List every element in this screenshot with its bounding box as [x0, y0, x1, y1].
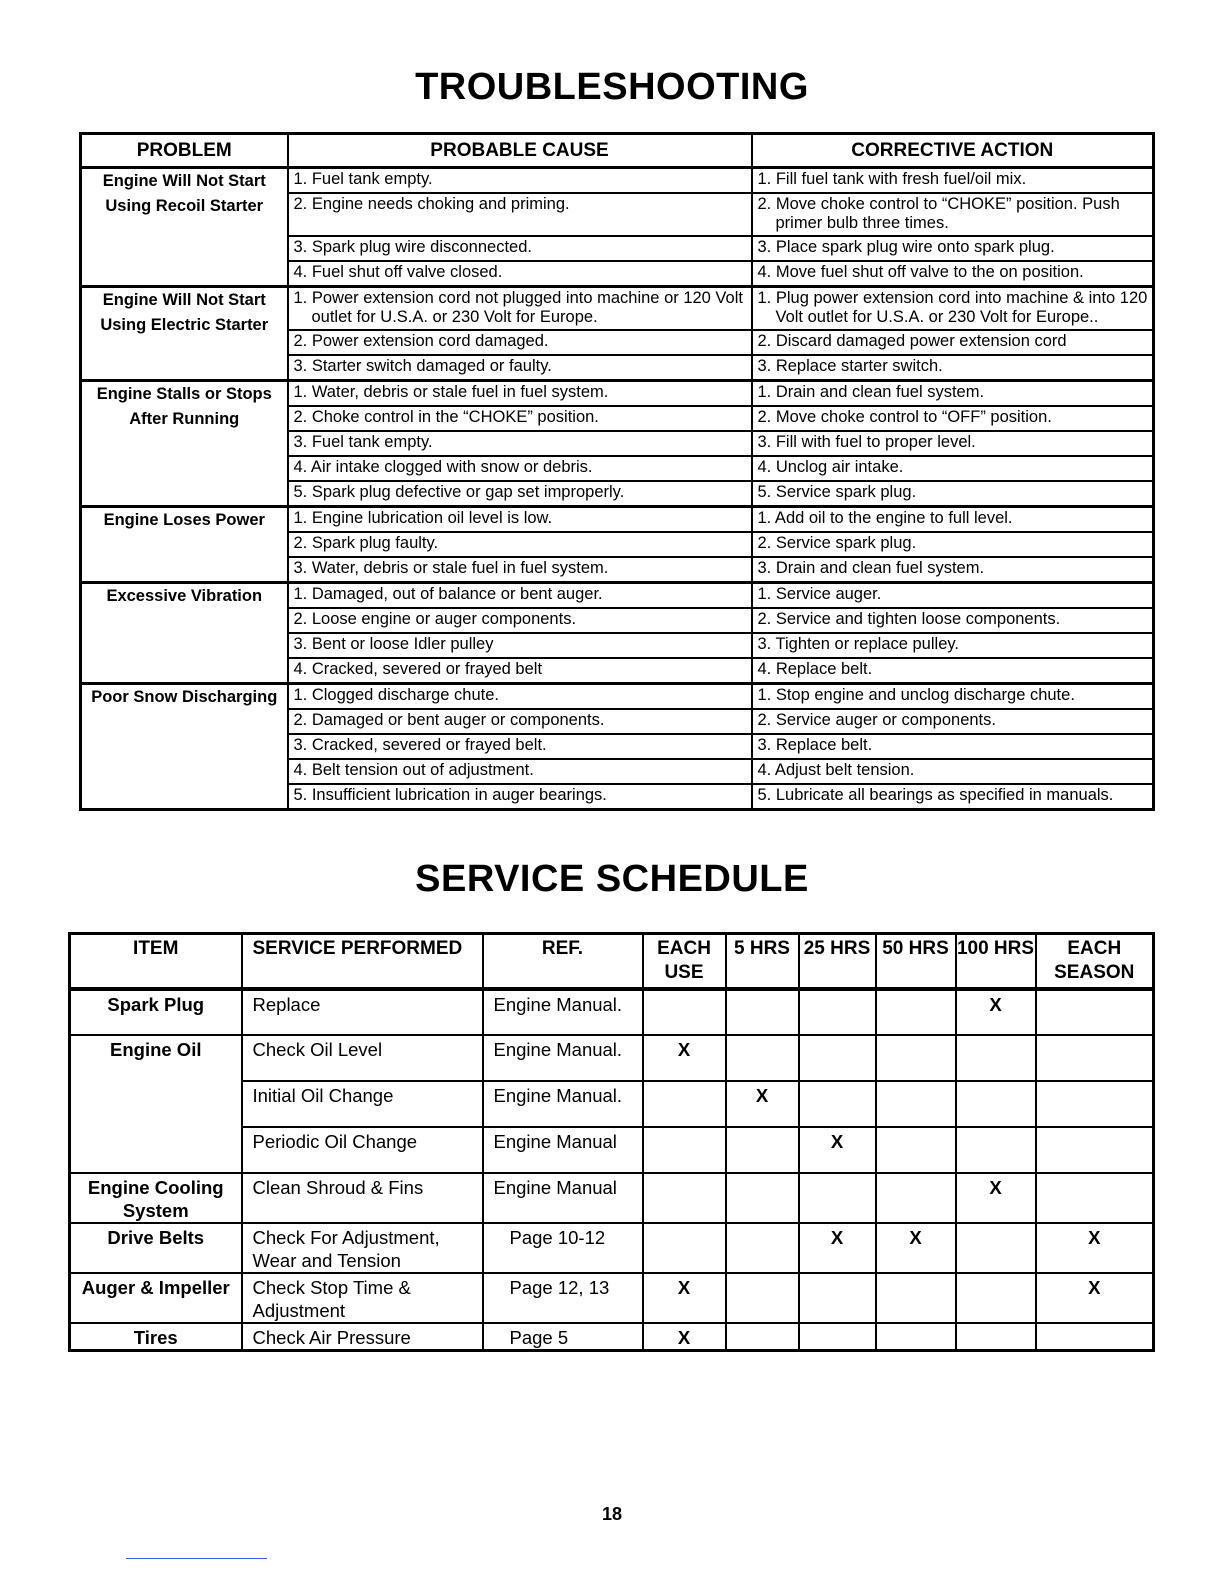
- interval-mark: [726, 1173, 799, 1223]
- cause-cell: [288, 784, 752, 810]
- cause-text: 2. Engine needs choking and priming.: [293, 195, 570, 213]
- interval-mark: [876, 989, 956, 1035]
- interval-mark: [1036, 1173, 1154, 1223]
- cause-cell: [288, 608, 752, 633]
- cause-text: 1. Water, debris or stale fuel in fuel system.: [293, 383, 609, 401]
- cause-cell: [288, 709, 752, 734]
- interval-mark: [956, 1035, 1036, 1081]
- interval-mark: X: [643, 1035, 726, 1081]
- interval-mark: X: [643, 1323, 726, 1351]
- interval-mark: [956, 1273, 1036, 1323]
- interval-mark: X: [643, 1273, 726, 1323]
- interval-mark: [643, 1173, 726, 1223]
- item-cell: [70, 1127, 242, 1173]
- column-header: 50 HRS: [876, 934, 956, 990]
- page-number: 18: [601, 1504, 623, 1524]
- action-text: 1. Add oil to the engine to full level.: [757, 509, 1013, 527]
- service-cell: Initial Oil Change: [242, 1081, 483, 1127]
- table-row: [81, 287, 1154, 331]
- interval-mark: [726, 1323, 799, 1351]
- table-row: [70, 989, 1154, 1035]
- action-text: 1. Fill fuel tank with fresh fuel/oil mix.: [757, 170, 1027, 188]
- cause-text: 2. Choke control in the “CHOKE” position.: [293, 408, 599, 426]
- interval-mark: [956, 1081, 1036, 1127]
- cause-text: 1. Power extension cord not plugged into machine or 120 Volt outlet for U.S.A. or 230 Volt for Europe.: [293, 289, 743, 326]
- action-cell: [752, 658, 1154, 684]
- action-text: 3. Place spark plug wire onto spark plug.: [757, 238, 1055, 256]
- action-text: 3. Fill with fuel to proper level.: [757, 433, 976, 451]
- interval-mark: [876, 1323, 956, 1351]
- cause-text: 2. Loose engine or auger components.: [293, 610, 577, 628]
- action-text: 2. Discard damaged power extension cord: [757, 332, 1067, 350]
- action-text: 1. Plug power extension cord into machine & into 120 Volt outlet for U.S.A. or 230 Volt for Europe..: [757, 289, 1148, 326]
- cause-cell: [288, 330, 752, 355]
- table-row: [70, 1323, 1154, 1351]
- interval-mark: [643, 1223, 726, 1273]
- interval-mark: [1036, 989, 1154, 1035]
- action-text: 3. Tighten or replace pulley.: [757, 635, 959, 653]
- cause-cell: [288, 684, 752, 710]
- interval-mark: [1036, 1127, 1154, 1173]
- ref-cell: Engine Manual: [483, 1127, 643, 1173]
- action-cell: [752, 355, 1154, 381]
- ref-cell: Engine Manual.: [483, 1035, 643, 1081]
- service-cell: Check Oil Level: [242, 1035, 483, 1081]
- interval-mark: [799, 1081, 876, 1127]
- interval-mark: X: [799, 1127, 876, 1173]
- action-text: 3. Drain and clean fuel system.: [757, 559, 985, 577]
- cause-cell: [288, 406, 752, 431]
- interval-mark: [956, 1223, 1036, 1273]
- action-text: 5. Lubricate all bearings as specified in manuals.: [757, 786, 1114, 804]
- ref-cell: Page 10-12: [483, 1223, 643, 1273]
- action-cell: [752, 287, 1154, 331]
- table-row: [70, 1223, 1154, 1273]
- table-row: [81, 507, 1154, 533]
- column-header: ITEM: [70, 934, 242, 990]
- item-cell: Engine Oil: [70, 1035, 242, 1081]
- action-text: 2. Move choke control to “CHOKE” position. Push primer bulb three times.: [757, 195, 1120, 232]
- action-text: 3. Replace starter switch.: [757, 357, 943, 375]
- troubleshooting-table: [79, 132, 1155, 811]
- cause-text: 2. Power extension cord damaged.: [293, 332, 549, 350]
- cause-cell: [288, 381, 752, 407]
- troubleshooting-title: TROUBLESHOOTING: [415, 66, 809, 108]
- table-header-row: [81, 134, 1154, 168]
- cause-text: 3. Starter switch damaged or faulty.: [293, 357, 552, 375]
- column-header: REF.: [483, 934, 643, 990]
- cause-cell: [288, 355, 752, 381]
- interval-mark: [726, 1223, 799, 1273]
- column-header: 25 HRS: [799, 934, 876, 990]
- ref-cell: Page 5: [483, 1323, 643, 1351]
- column-header: 5 HRS: [726, 934, 799, 990]
- action-text: 3. Replace belt.: [757, 736, 873, 754]
- action-cell: [752, 759, 1154, 784]
- table-header-row: [70, 934, 1154, 990]
- cause-text: 3. Cracked, severed or frayed belt.: [293, 736, 547, 754]
- cause-cell: [288, 759, 752, 784]
- item-cell: Drive Belts: [70, 1223, 242, 1273]
- cause-text: 1. Engine lubrication oil level is low.: [293, 509, 553, 527]
- item-cell: [70, 1081, 242, 1127]
- cause-cell: [288, 633, 752, 658]
- service-schedule-body: [70, 989, 1154, 1351]
- action-cell: [752, 507, 1154, 533]
- interval-mark: [876, 1035, 956, 1081]
- problem-cell: Engine Loses Power: [81, 507, 288, 583]
- service-schedule-title: SERVICE SCHEDULE: [415, 858, 809, 900]
- action-cell: [752, 784, 1154, 810]
- cause-cell: [288, 236, 752, 261]
- cause-cell: [288, 168, 752, 194]
- table-row: [70, 1173, 1154, 1223]
- service-cell: Check Stop Time & Adjustment: [242, 1273, 483, 1323]
- action-text: 2. Move choke control to “OFF” position.: [757, 408, 1052, 426]
- interval-mark: [726, 989, 799, 1035]
- action-cell: [752, 330, 1154, 355]
- cause-cell: [288, 507, 752, 533]
- interval-mark: X: [726, 1081, 799, 1127]
- interval-mark: [876, 1081, 956, 1127]
- cause-text: 3. Fuel tank empty.: [293, 433, 433, 451]
- cause-text: 5. Spark plug defective or gap set improperly.: [293, 483, 625, 501]
- service-cell: Replace: [242, 989, 483, 1035]
- interval-mark: [1036, 1035, 1154, 1081]
- interval-mark: [799, 1273, 876, 1323]
- column-header: EACH USE: [643, 934, 726, 990]
- table-row: [81, 381, 1154, 407]
- interval-mark: [1036, 1323, 1154, 1351]
- service-schedule-table: [68, 932, 1155, 1352]
- cause-cell: [288, 557, 752, 583]
- action-cell: [752, 608, 1154, 633]
- action-text: 1. Drain and clean fuel system.: [757, 383, 985, 401]
- cause-cell: [288, 287, 752, 331]
- action-cell: [752, 557, 1154, 583]
- cause-cell: [288, 431, 752, 456]
- interval-mark: [643, 989, 726, 1035]
- interval-mark: [643, 1127, 726, 1173]
- column-header: 100 HRS: [956, 934, 1036, 990]
- service-cell: Check Air Pressure: [242, 1323, 483, 1351]
- problem-cell: Engine Will Not Start Using Recoil Starter: [81, 168, 288, 287]
- problem-cell: Engine Stalls or Stops After Running: [81, 381, 288, 507]
- interval-mark: [726, 1127, 799, 1173]
- cause-cell: [288, 532, 752, 557]
- interval-mark: [876, 1127, 956, 1173]
- interval-mark: [799, 1173, 876, 1223]
- cause-text: 5. Insufficient lubrication in auger bearings.: [293, 786, 607, 804]
- item-cell: Spark Plug: [70, 989, 242, 1035]
- cause-text: 3. Water, debris or stale fuel in fuel system.: [293, 559, 609, 577]
- footer-rule: [126, 1558, 267, 1559]
- action-text: 2. Service spark plug.: [757, 534, 917, 552]
- action-cell: [752, 168, 1154, 194]
- cause-text: 1. Fuel tank empty.: [293, 170, 433, 188]
- ref-cell: Engine Manual: [483, 1173, 643, 1223]
- ref-cell: Engine Manual.: [483, 1081, 643, 1127]
- column-header-cause: PROBABLE CAUSE: [288, 134, 752, 168]
- action-text: 1. Service auger.: [757, 585, 882, 603]
- action-text: 2. Service and tighten loose components.: [757, 610, 1061, 628]
- cause-text: 3. Spark plug wire disconnected.: [293, 238, 532, 256]
- item-cell: Tires: [70, 1323, 242, 1351]
- action-cell: [752, 734, 1154, 759]
- column-header: SERVICE PERFORMED: [242, 934, 483, 990]
- problem-cell: Excessive Vibration: [81, 583, 288, 684]
- cause-text: 1. Damaged, out of balance or bent auger.: [293, 585, 603, 603]
- service-cell: Periodic Oil Change: [242, 1127, 483, 1173]
- cause-text: 4. Cracked, severed or frayed belt: [293, 660, 543, 678]
- interval-mark: [643, 1081, 726, 1127]
- cause-text: 4. Air intake clogged with snow or debris.: [293, 458, 593, 476]
- cause-text: 1. Clogged discharge chute.: [293, 686, 499, 704]
- table-row: [70, 1081, 1154, 1127]
- cause-text: 2. Damaged or bent auger or components.: [293, 711, 605, 729]
- interval-mark: [1036, 1081, 1154, 1127]
- table-row: [70, 1127, 1154, 1173]
- cause-cell: [288, 481, 752, 507]
- cause-cell: [288, 583, 752, 609]
- cause-cell: [288, 658, 752, 684]
- action-text: 4. Adjust belt tension.: [757, 761, 915, 779]
- cause-cell: [288, 456, 752, 481]
- interval-mark: [799, 1323, 876, 1351]
- interval-mark: [956, 1127, 1036, 1173]
- cause-text: 2. Spark plug faulty.: [293, 534, 439, 552]
- action-cell: [752, 709, 1154, 734]
- interval-mark: [876, 1173, 956, 1223]
- cause-cell: [288, 193, 752, 236]
- interval-mark: X: [1036, 1223, 1154, 1273]
- table-row: [81, 168, 1154, 194]
- action-cell: [752, 532, 1154, 557]
- action-text: 1. Stop engine and unclog discharge chute.: [757, 686, 1075, 704]
- interval-mark: [726, 1035, 799, 1081]
- troubleshooting-body: [81, 168, 1154, 810]
- action-text: 4. Move fuel shut off valve to the on position.: [757, 263, 1084, 281]
- cause-text: 3. Bent or loose Idler pulley: [293, 635, 494, 653]
- action-cell: [752, 456, 1154, 481]
- action-cell: [752, 633, 1154, 658]
- column-header-problem: PROBLEM: [81, 134, 288, 168]
- ref-cell: Page 12, 13: [483, 1273, 643, 1323]
- ref-cell: Engine Manual.: [483, 989, 643, 1035]
- table-row: [81, 684, 1154, 710]
- interval-mark: X: [1036, 1273, 1154, 1323]
- problem-cell: Engine Will Not Start Using Electric Starter: [81, 287, 288, 381]
- column-header: EACH SEASON: [1036, 934, 1154, 990]
- cause-cell: [288, 734, 752, 759]
- action-cell: [752, 261, 1154, 287]
- action-cell: [752, 381, 1154, 407]
- problem-cell: Poor Snow Discharging: [81, 684, 288, 810]
- interval-mark: X: [799, 1223, 876, 1273]
- item-cell: Auger & Impeller: [70, 1273, 242, 1323]
- item-cell: Engine Cooling System: [70, 1173, 242, 1223]
- interval-mark: X: [956, 989, 1036, 1035]
- cause-text: 4. Belt tension out of adjustment.: [293, 761, 534, 779]
- interval-mark: X: [876, 1223, 956, 1273]
- action-cell: [752, 406, 1154, 431]
- table-row: [70, 1273, 1154, 1323]
- action-text: 4. Replace belt.: [757, 660, 873, 678]
- cause-cell: [288, 261, 752, 287]
- cause-text: 4. Fuel shut off valve closed.: [293, 263, 503, 281]
- interval-mark: X: [956, 1173, 1036, 1223]
- column-header-action: CORRECTIVE ACTION: [752, 134, 1154, 168]
- action-text: 4. Unclog air intake.: [757, 458, 904, 476]
- action-cell: [752, 583, 1154, 609]
- action-cell: [752, 481, 1154, 507]
- interval-mark: [799, 1035, 876, 1081]
- service-cell: Clean Shroud & Fins: [242, 1173, 483, 1223]
- action-text: 5. Service spark plug.: [757, 483, 917, 501]
- action-cell: [752, 236, 1154, 261]
- interval-mark: [799, 989, 876, 1035]
- interval-mark: [956, 1323, 1036, 1351]
- service-cell: Check For Adjustment, Wear and Tension: [242, 1223, 483, 1273]
- action-cell: [752, 684, 1154, 710]
- table-row: [81, 583, 1154, 609]
- interval-mark: [876, 1273, 956, 1323]
- action-cell: [752, 431, 1154, 456]
- action-cell: [752, 193, 1154, 236]
- table-row: [70, 1035, 1154, 1081]
- action-text: 2. Service auger or components.: [757, 711, 996, 729]
- interval-mark: [726, 1273, 799, 1323]
